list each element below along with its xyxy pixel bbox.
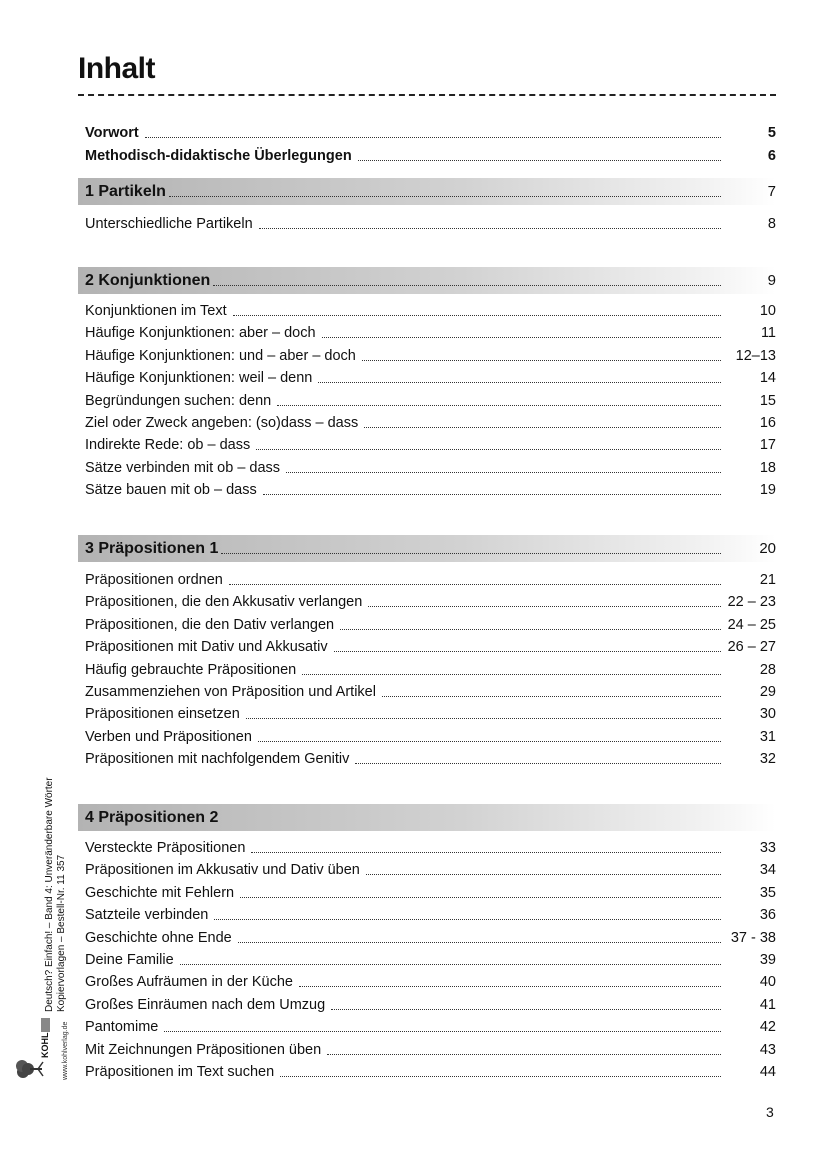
dot-leader	[85, 703, 721, 725]
leader-dots	[364, 427, 721, 428]
toc-entry-label: Häufig gebrauchte Präpositionen	[85, 662, 297, 678]
section-header[interactable]	[78, 535, 776, 562]
toc-entry-page: 30	[759, 706, 776, 722]
toc-entry[interactable]	[78, 859, 776, 881]
toc-entry-label: Präpositionen mit nachfolgendem Genitiv	[85, 751, 350, 767]
toc-entry[interactable]	[78, 345, 776, 367]
toc-entry-label: Satzteile verbinden	[85, 907, 209, 923]
toc-entry[interactable]	[78, 457, 776, 479]
toc-entry-label: Präpositionen, die den Dativ verlangen	[85, 617, 335, 633]
toc-entry[interactable]	[78, 703, 776, 725]
toc-entry-page: 31	[759, 729, 776, 745]
leader-dots	[238, 942, 721, 943]
leader-dots	[355, 763, 721, 764]
toc-entry-label: Vorwort	[85, 125, 139, 141]
dot-leader	[85, 367, 721, 389]
leader-dots	[213, 285, 721, 286]
dot-leader	[85, 859, 721, 881]
publisher-brand: KOHL	[40, 1032, 50, 1058]
toc-entry[interactable]	[78, 1016, 776, 1038]
toc-entry-label: Sätze verbinden mit ob – dass	[85, 460, 281, 476]
leader-dots	[382, 696, 721, 697]
toc-entry-page: 28	[759, 662, 776, 678]
toc-entry[interactable]	[78, 122, 776, 144]
toc-entry-page: 15	[759, 393, 776, 409]
leader-dots	[299, 986, 721, 987]
dot-leader	[85, 1061, 721, 1083]
toc-entry-page: 41	[759, 997, 776, 1013]
toc-entry[interactable]	[78, 145, 776, 167]
toc-entry-page: 5	[767, 125, 776, 141]
dot-leader	[85, 994, 721, 1016]
section-page: 9	[767, 272, 776, 289]
toc-entry-label: Versteckte Präpositionen	[85, 840, 246, 856]
dot-leader	[85, 479, 721, 501]
toc-entry[interactable]	[78, 636, 776, 658]
leader-dots	[362, 360, 721, 361]
toc-entry-page: 40	[759, 974, 776, 990]
publisher-url[interactable]: www.kohlverlag.de	[62, 1021, 69, 1080]
dot-leader	[85, 726, 721, 748]
toc-entry[interactable]	[78, 213, 776, 235]
toc-entry-label: Präpositionen ordnen	[85, 572, 223, 588]
toc-entry-page: 21	[759, 572, 776, 588]
toc-entry[interactable]	[78, 300, 776, 322]
toc-entry-label: Pantomime	[85, 1019, 159, 1035]
toc-entry-page: 34	[759, 862, 776, 878]
dot-leader	[85, 748, 721, 770]
leader-dots	[286, 472, 721, 473]
dot-leader	[85, 145, 721, 167]
leader-dots	[221, 553, 721, 554]
section-page: 7	[767, 183, 776, 200]
dot-leader	[85, 971, 721, 993]
dot-leader	[85, 904, 721, 926]
section-header[interactable]	[78, 804, 776, 831]
leader-dots	[164, 1031, 721, 1032]
toc-entry[interactable]	[78, 659, 776, 681]
section-title: 3 Präpositionen 1	[85, 539, 219, 557]
section-header[interactable]	[78, 267, 776, 294]
toc-entry[interactable]	[78, 390, 776, 412]
leader-dots	[334, 651, 721, 652]
toc-entry-page: 43	[759, 1042, 776, 1058]
leader-dots	[331, 1009, 721, 1010]
leader-dots	[180, 964, 721, 965]
toc-entry-page: 17	[759, 437, 776, 453]
toc-entry[interactable]	[78, 681, 776, 703]
dot-leader	[85, 412, 721, 434]
toc-entry[interactable]	[78, 322, 776, 344]
leader-dots	[302, 674, 721, 675]
toc-entry-page: 35	[759, 885, 776, 901]
toc-entry-label: Häufige Konjunktionen: aber – doch	[85, 325, 316, 341]
toc-entry-page: 26 – 27	[727, 639, 776, 655]
order-number: Kopiervorlagen – Bestell-Nr. 11 357	[56, 854, 67, 1012]
toc-entry-page: 39	[759, 952, 776, 968]
toc-entry-label: Großes Einräumen nach dem Umzug	[85, 997, 326, 1013]
toc-entry[interactable]	[78, 1039, 776, 1061]
toc-entry-label: Präpositionen, die den Akkusativ verlangen	[85, 594, 363, 610]
leader-dots	[246, 718, 721, 719]
leader-dots	[229, 584, 721, 585]
dot-leader	[85, 178, 721, 205]
page-title: Inhalt	[78, 52, 155, 85]
book-title: Deutsch? Einfach! – Band 4: Unveränderbare Wörter	[44, 777, 55, 1012]
dot-leader	[85, 122, 721, 144]
dot-leader	[85, 804, 721, 831]
dot-leader	[85, 535, 721, 562]
leader-dots	[240, 897, 721, 898]
toc-entry-page: 18	[759, 460, 776, 476]
leader-dots	[327, 1054, 721, 1055]
toc-entry[interactable]	[78, 569, 776, 591]
toc-entry-page: 29	[759, 684, 776, 700]
toc-entry[interactable]	[78, 882, 776, 904]
toc-entry[interactable]	[78, 748, 776, 770]
toc-entry[interactable]	[78, 927, 776, 949]
toc-entry-page: 44	[759, 1064, 776, 1080]
leader-dots	[145, 137, 721, 138]
section-title: 4 Präpositionen 2	[85, 808, 219, 826]
dot-leader	[85, 882, 721, 904]
leader-dots	[368, 606, 721, 607]
toc-entry[interactable]	[78, 994, 776, 1016]
dot-leader	[85, 927, 721, 949]
toc-entry-label: Zusammenziehen von Präposition und Artikel	[85, 684, 376, 700]
toc-entry-label: Ziel oder Zweck angeben: (so)dass – dass	[85, 415, 359, 431]
leader-dots	[277, 405, 721, 406]
leader-dots	[366, 874, 721, 875]
toc-entry-label: Präpositionen mit Dativ und Akkusativ	[85, 639, 328, 655]
toc-entry-label: Verben und Präpositionen	[85, 729, 252, 745]
publisher-logo	[14, 1018, 64, 1080]
dot-leader	[85, 569, 721, 591]
leader-dots	[280, 1076, 721, 1077]
toc-entry-label: Großes Aufräumen in der Küche	[85, 974, 293, 990]
leader-dots	[169, 196, 721, 197]
leader-dots	[214, 919, 721, 920]
toc-entry-label: Geschichte ohne Ende	[85, 930, 232, 946]
dot-leader	[85, 322, 721, 344]
toc-entry[interactable]	[78, 479, 776, 501]
toc-entry[interactable]	[78, 1061, 776, 1083]
toc-entry-label: Mit Zeichnungen Präpositionen üben	[85, 1042, 322, 1058]
toc-entry-page: 16	[759, 415, 776, 431]
page-number: 3	[766, 1104, 774, 1120]
leader-dots	[259, 228, 721, 229]
dot-leader	[85, 457, 721, 479]
toc-entry-label: Sätze bauen mit ob – dass	[85, 482, 257, 498]
toc-entry[interactable]	[78, 412, 776, 434]
toc-entry-label: Unterschiedliche Partikeln	[85, 216, 253, 232]
dot-leader	[85, 614, 721, 636]
dot-leader	[85, 1039, 721, 1061]
toc-entry-page: 33	[759, 840, 776, 856]
dot-leader	[85, 213, 721, 235]
toc-entry[interactable]	[78, 949, 776, 971]
section-title: 2 Konjunktionen	[85, 271, 211, 289]
toc-entry-page: 6	[767, 148, 776, 164]
toc-entry-label: Geschichte mit Fehlern	[85, 885, 235, 901]
toc-entry-label: Präpositionen einsetzen	[85, 706, 240, 722]
toc-entry-label: Deine Familie	[85, 952, 174, 968]
toc-entry-label: Häufige Konjunktionen: und – aber – doch	[85, 348, 356, 364]
leader-dots	[340, 629, 721, 630]
section-page: 20	[759, 540, 776, 557]
toc-entry-page: 42	[759, 1019, 776, 1035]
publisher-sidebar	[14, 750, 74, 1080]
dot-leader	[85, 1016, 721, 1038]
leader-dots	[358, 160, 721, 161]
dot-leader	[85, 345, 721, 367]
toc-entry-page: 10	[759, 303, 776, 319]
toc-entry-page: 14	[759, 370, 776, 386]
dot-leader	[85, 591, 721, 613]
toc-entry[interactable]	[78, 591, 776, 613]
toc-entry-label: Häufige Konjunktionen: weil – denn	[85, 370, 313, 386]
toc-entry[interactable]	[78, 614, 776, 636]
toc-entry-label: Methodisch-didaktische Überlegungen	[85, 148, 352, 164]
section-title: 1 Partikeln	[85, 182, 166, 200]
brand-badge	[41, 1018, 50, 1032]
dot-leader	[85, 390, 721, 412]
toc-entry[interactable]	[78, 837, 776, 859]
toc-entry-page: 37 - 38	[730, 930, 776, 946]
leader-dots	[318, 382, 721, 383]
leader-dots	[263, 494, 721, 495]
leader-dots	[233, 315, 721, 316]
toc-entry-label: Präpositionen im Akkusativ und Dativ üben	[85, 862, 360, 878]
toc-entry-label: Begründungen suchen: denn	[85, 393, 272, 409]
toc-entry-page: 8	[767, 216, 776, 232]
toc-entry[interactable]	[78, 434, 776, 456]
leader-dots	[258, 741, 721, 742]
toc-entry[interactable]	[78, 367, 776, 389]
dot-leader	[85, 949, 721, 971]
leader-dots	[251, 852, 721, 853]
toc-entry-page: 11	[760, 325, 776, 341]
toc-entry[interactable]	[78, 904, 776, 926]
toc-entry-page: 24 – 25	[727, 617, 776, 633]
toc-entry-page: 19	[759, 482, 776, 498]
toc-entry-page: 12–13	[735, 348, 776, 364]
tree-icon	[14, 1058, 44, 1080]
dot-leader	[85, 434, 721, 456]
dot-leader	[85, 659, 721, 681]
toc-entry-label: Konjunktionen im Text	[85, 303, 227, 319]
leader-dots	[256, 449, 721, 450]
toc-entry-page: 22 – 23	[727, 594, 776, 610]
toc-entry-label: Präpositionen im Text suchen	[85, 1064, 275, 1080]
toc-entry-label: Indirekte Rede: ob – dass	[85, 437, 251, 453]
dot-leader	[85, 636, 721, 658]
title-divider	[78, 94, 776, 96]
toc-entry[interactable]	[78, 726, 776, 748]
toc-entry[interactable]	[78, 971, 776, 993]
dot-leader	[85, 300, 721, 322]
toc-entry-page: 32	[759, 751, 776, 767]
toc-entry-page: 36	[759, 907, 776, 923]
dot-leader	[85, 681, 721, 703]
dot-leader	[85, 267, 721, 294]
leader-dots	[322, 337, 721, 338]
dot-leader	[85, 837, 721, 859]
book-info	[44, 777, 68, 1012]
section-header[interactable]	[78, 178, 776, 205]
